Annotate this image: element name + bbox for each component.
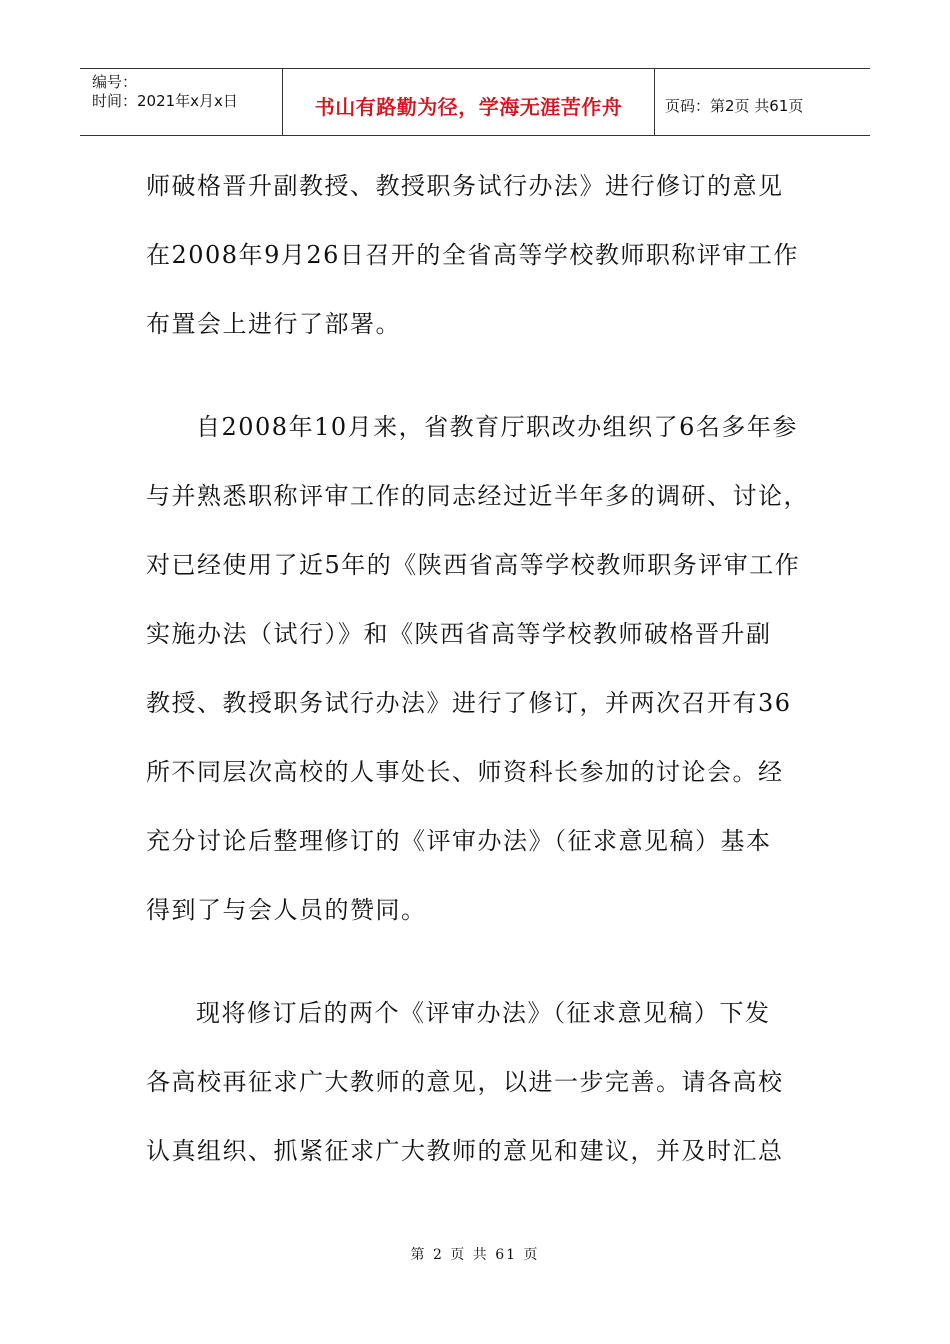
paragraph-line: 教授、教授职务试行办法》进行了修订，并两次召开有36	[146, 689, 792, 717]
header-motto: 书山有路勤为径，学海无涯苦作舟	[314, 94, 623, 119]
paragraph-line: 各高校再征求广大教师的意见，以进一步完善。请各高校	[146, 1068, 784, 1096]
paragraph-3	[146, 979, 826, 1186]
header-meta	[80, 69, 282, 135]
document-body	[146, 152, 826, 1220]
paragraph-line: 认真组织、抓紧征求广大教师的意见和建议，并及时汇总	[146, 1137, 784, 1165]
page-header	[80, 68, 870, 136]
paragraph-line: 得到了与会人员的赞同。	[146, 896, 427, 924]
header-page-number: 页码：第2页 共61页	[665, 96, 804, 115]
paragraph-line: 充分讨论后整理修订的《评审办法》（征求意见稿）基本	[146, 827, 772, 855]
footer-page-number: 第 2 页 共 61 页	[410, 1247, 540, 1263]
paragraph-line: 自2008年10月来，省教育厅职改办组织了6名多年参	[196, 413, 798, 441]
paragraph-1	[146, 152, 826, 359]
paragraph-line: 与并熟悉职称评审工作的同志经过近半年多的调研、讨论，	[146, 482, 809, 510]
paragraph-line: 布置会上进行了部署。	[146, 310, 401, 338]
page-footer	[0, 1244, 950, 1264]
header-page-info	[655, 69, 870, 135]
document-number-label: 编号：	[92, 73, 138, 91]
paragraph-line: 在2008年9月26日召开的全省高等学校教师职称评审工作	[146, 241, 799, 269]
paragraph-line: 对已经使用了近5年的《陕西省高等学校教师职务评审工作	[146, 551, 801, 579]
document-date: 时间：2021年x月x日	[92, 92, 238, 110]
paragraph-line: 实施办法（试行）》和《陕西省高等学校教师破格晋升副	[146, 620, 772, 648]
paragraph-line: 所不同层次高校的人事处长、师资科长参加的讨论会。经	[146, 758, 784, 786]
header-motto-cell	[282, 69, 655, 135]
paragraph-2	[146, 393, 826, 945]
paragraph-line: 现将修订后的两个《评审办法》（征求意见稿）下发	[196, 999, 771, 1027]
paragraph-line: 师破格晋升副教授、教授职务试行办法》进行修订的意见	[146, 172, 784, 200]
